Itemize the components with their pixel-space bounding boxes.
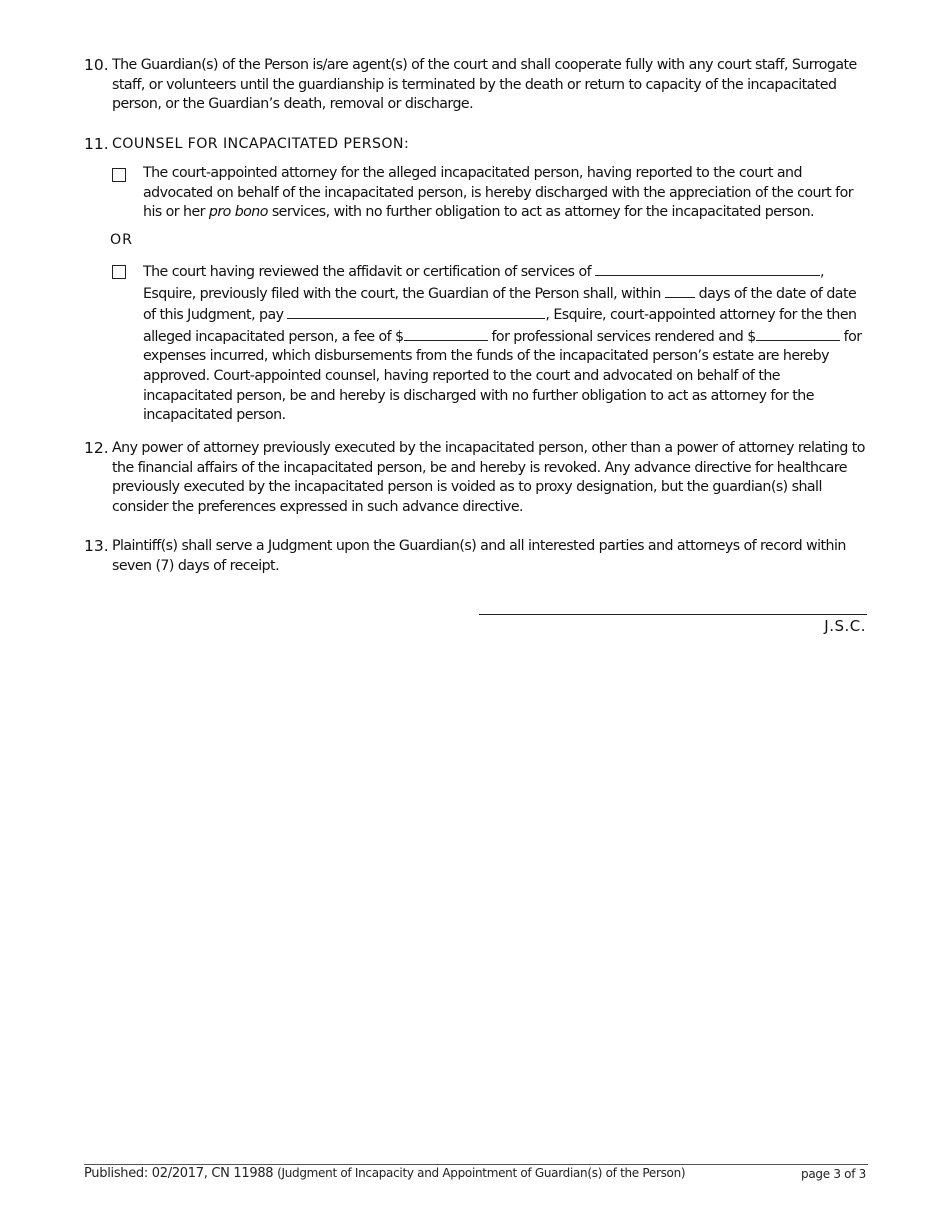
footer-publication [84,1166,685,1181]
jsc-label: J.S.C. [824,617,866,635]
paragraph-text: The Guardian(s) of the Person is/are agent(s) of the court and shall cooperate fully with any court staff, Surrogate staff, or volunteers until the guardianship is terminated by the death or return to capacity of the incapacitated person, or the Guardian’s death, removal or discharge. [112,57,857,113]
text-segment: for professional services rendered and $ [487,328,756,345]
option-pro-bono [112,164,872,223]
paragraph-number: 10. [84,56,109,74]
expenses-amount-blank[interactable] [756,326,840,341]
paragraph-12 [84,439,874,517]
fee-amount-blank[interactable] [404,326,488,341]
paragraph-11 [84,135,874,155]
judge-signature-line[interactable] [479,614,867,615]
text-segment: The court having reviewed the affidavit or certification of services of [143,264,595,280]
paragraph-number: 13. [84,537,109,555]
footer-form-title: (Judgment of Incapacity and Appointment of Guardian(s) of the Person) [277,1166,686,1180]
text-segment: for expenses incurred, which disbursements from the funds of the incapacitated person’s estate are hereby approved. Court-appointed counsel, having reported to the court and advocated on behalf of the incapacitated person, be and hereby is discharged with no further obligation to act as attorney for the incapacitated person. [143,328,862,424]
or-separator: OR [110,232,134,248]
paragraph-10 [84,56,874,115]
paragraph-number: 11. [84,135,109,153]
days-blank[interactable] [665,283,695,298]
text-segment: days of the date of date of this Judgment, pay [143,285,857,324]
fee-checkbox[interactable] [112,265,126,279]
footer-divider [84,1164,868,1165]
pro-bono-italic: pro bono [208,204,268,221]
pro-bono-checkbox[interactable] [112,168,126,182]
option-fee [112,261,872,426]
option-text [143,164,872,223]
footer-page-number: page 3 of 3 [801,1167,866,1181]
services-of-name-blank[interactable] [595,261,820,276]
option-text-after: services, with no further obligation to act as attorney for the incapacitated person. [267,204,815,221]
text-segment: , Esquire, previously filed with the court, the Guardian of the Person shall, within [143,264,824,302]
option-text-before: The court-appointed attorney for the alleged incapacitated person, having reported to the court and advocated on behalf of the incapacitated person, is hereby discharged with the appreciation of the court for his or her [143,165,854,221]
paragraph-text: Any power of attorney previously executed by the incapacitated person, other than a power of attorney relating to the financial affairs of the incapacitated person, be and hereby is revoked. Any advance directive for healthcare previously executed by the incapacitated person is voided as to proxy designation, but the guardian(s) shall consider the preferences expressed in such advance directive. [112,440,865,515]
text-segment: , Esquire, court-appointed attorney for the then alleged incapacitated person, a fee of $ [143,307,857,345]
footer-published: Published: 02/2017, CN 11988 [84,1166,274,1181]
paragraph-13 [84,537,874,576]
paragraph-text: Plaintiff(s) shall serve a Judgment upon the Guardian(s) and all interested parties and attorneys of record within seven (7) days of receipt. [112,538,846,574]
section-heading: COUNSEL FOR INCAPACITATED PERSON: [112,136,410,152]
option-text [143,261,872,426]
paragraph-number: 12. [84,439,109,457]
attorney-name-blank[interactable] [287,304,545,319]
